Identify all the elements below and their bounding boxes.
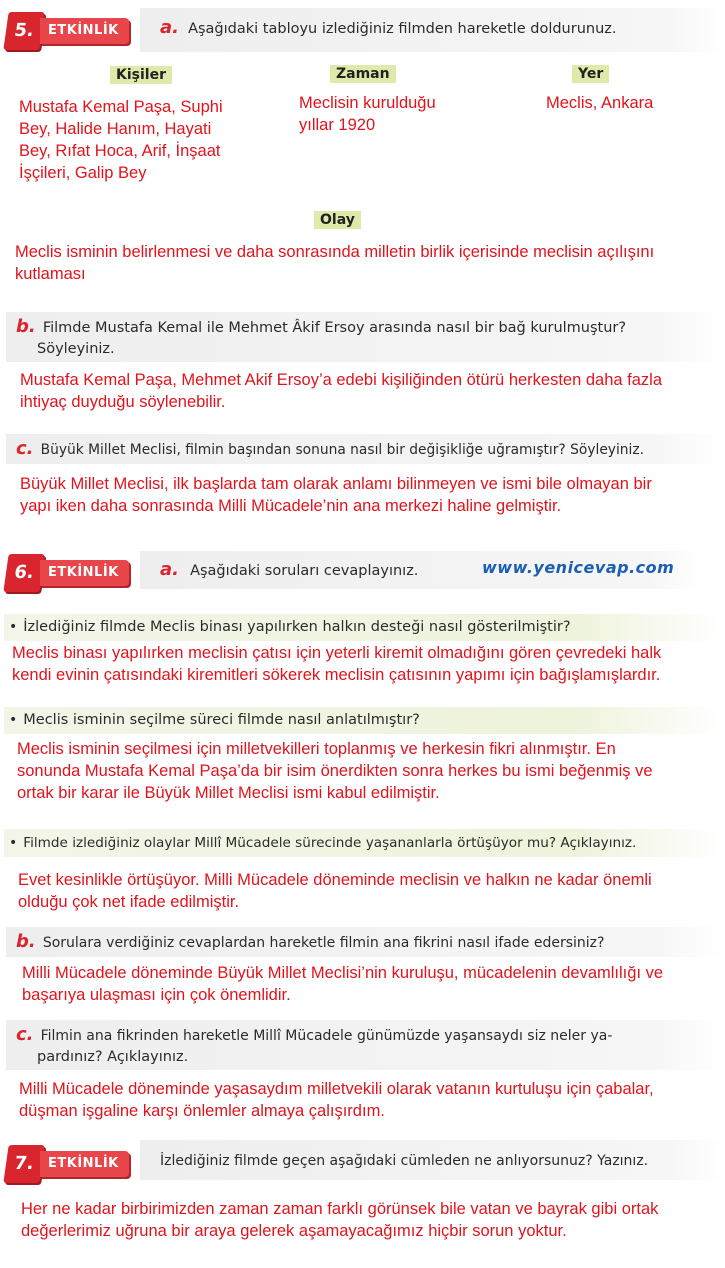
question-letter: a. (160, 17, 179, 38)
question-letter: c. (16, 438, 34, 459)
answer-line: Bey, Halide Hanım, Hayati (19, 120, 212, 138)
bullet: • (9, 619, 18, 635)
question-5a (160, 17, 617, 40)
question-text: İzlediğiniz filmde Meclis binası yapılırken halkın desteği nasıl gösterilmiştir? (23, 619, 571, 635)
question-6-3 (9, 833, 636, 854)
answer-6b (22, 962, 663, 1006)
activity-label: ETKİNLİK (40, 560, 129, 586)
answer-6-3 (18, 869, 652, 913)
activity-number: 6. (3, 554, 44, 592)
answer-line: Mustafa Kemal Paşa, Mehmet Akif Ersoy’a edebi kişiliğinden ötürü herkesten daha fazla (20, 371, 663, 389)
question-text-cont: Söyleyiniz. (37, 341, 115, 357)
header-olay: Olay (314, 211, 361, 229)
question-letter: c. (16, 1024, 34, 1045)
question-text: Aşağıdaki tabloyu izlediğiniz filmden hareketle doldurunuz. (188, 21, 617, 37)
answer-line: Meclisin kurulduğu (299, 94, 436, 112)
answer-line: Bey, Rıfat Hoca, Arif, İnşaat (19, 142, 221, 160)
activity-label: ETKİNLİK (40, 18, 129, 44)
answer-line: Milli Mücadele döneminde yaşasaydım milletvekili olarak vatanın kurtuluşu için çabalar, (19, 1080, 654, 1098)
question-letter: b. (16, 931, 36, 952)
answer-line: ihtiyaç duyduğu söylenebilir. (20, 393, 226, 411)
answer-7 (21, 1198, 658, 1242)
activity-number: 5. (3, 12, 44, 50)
answer-line: kutlaması (15, 265, 86, 283)
answer-line: Milli Mücadele döneminde Büyük Millet Meclisi’nin kuruluşu, mücadelenin devamlılığı ve (22, 964, 664, 982)
answer-6-1 (12, 642, 661, 686)
answer-line: Evet kesinlikle örtüşüyor. Milli Mücadele döneminde meclisin ve halkın ne kadar önemli (18, 871, 652, 889)
answer-line: Meclis isminin seçilmesi için milletvekilleri toplanmış ve herkesin fikri alınmıştır. En (17, 740, 616, 758)
activity-label: ETKİNLİK (40, 1151, 129, 1177)
question-text: Aşağıdaki soruları cevaplayınız. (190, 563, 419, 579)
header-yer: Yer (572, 65, 609, 83)
question-text: Sorulara verdiğiniz cevaplardan hareketle filmin ana fikrini nasıl ifade edersiniz? (42, 935, 605, 951)
answer-zaman (299, 92, 436, 136)
answer-5b (20, 369, 662, 413)
question-5c (16, 438, 644, 461)
question-6-1 (9, 617, 571, 638)
bullet: • (9, 712, 18, 728)
question-6a (160, 559, 418, 582)
question-text: Büyük Millet Meclisi, filmin başından sonuna nasıl bir değişikliğe uğramıştır? Söyleyiniz. (40, 442, 645, 458)
answer-line: düşman işgaline karşı önlemler almaya çalışırdım. (19, 1102, 385, 1120)
answer-line: sonunda Mustafa Kemal Paşa’da bir isim önerdikten sonra herkes bu ismi beğenmiş ve (17, 762, 653, 780)
answer-line: kendi evinin çatısındaki kiremitleri sökerek meclisin çatısının yapımı için bağışlamışlardır. (12, 666, 661, 684)
answer-line: Meclis isminin belirlenmesi ve daha sonrasında milletin birlik içerisinde meclisin açılışını (15, 243, 655, 261)
answer-line: yıllar 1920 (299, 116, 376, 134)
answer-line: ortak bir karar ile Büyük Millet Meclisi ismi kabul edilmiştir. (17, 784, 440, 802)
answer-olay (15, 241, 654, 285)
question-text: Meclis isminin seçilme süreci filmde nasıl anlatılmıştır? (23, 712, 420, 728)
question-text: Filmde Mustafa Kemal ile Mehmet Âkif Ersoy arasında nasıl bir bağ kurulmuştur? (42, 320, 627, 336)
question-text-cont: pardınız? Açıklayınız. (37, 1049, 189, 1065)
question-letter: a. (160, 559, 179, 580)
answer-line: değerlerimiz uğruna bir araya gelerek aşamayacağımız hiçbir sorun yoktur. (21, 1222, 567, 1240)
question-6c (16, 1024, 612, 1047)
question-6b (16, 931, 604, 954)
header-zaman: Zaman (330, 65, 396, 83)
answer-yer: Meclis, Ankara (546, 94, 654, 112)
header-kisiler: Kişiler (110, 66, 172, 84)
answer-line: olduğu çok net ifade edilmiştir. (18, 893, 240, 911)
answer-5c (20, 473, 652, 517)
question-5b (16, 316, 626, 339)
answer-6c (19, 1078, 654, 1122)
answer-line: Meclis binası yapılırken meclisin çatısı için yeterli kiremit olmadığını gören çevredeki halk (12, 644, 662, 662)
answer-line: Mustafa Kemal Paşa, Suphi (19, 98, 223, 116)
answer-6-2 (17, 738, 653, 804)
watermark-logo (482, 558, 674, 577)
answer-line: yapı iken daha sonrasında Milli Mücadele’nin ana merkezi haline gelmiştir. (20, 497, 562, 515)
question-letter: b. (16, 316, 36, 337)
answer-line: başarıya ulaşması için çok önemlidir. (22, 986, 291, 1004)
question-text: Filmde izlediğiniz olaylar Millî Mücadele sürecinde yaşananlarla örtüşüyor mu? Açıklayınız. (23, 835, 637, 851)
logo-text: www.yenicevap.com (482, 558, 675, 577)
question-6-2 (9, 710, 420, 731)
question-text: Filmin ana fikrinden hareketle Millî Mücadele günümüzde yaşansaydı siz neler ya- (40, 1028, 613, 1044)
answer-line: Her ne kadar birbirimizden zaman zaman farklı görünsek bile vatan ve bayrak gibi ortak (21, 1200, 659, 1218)
bullet: • (9, 835, 18, 851)
answer-kisiler (19, 96, 223, 184)
answer-line: Büyük Millet Meclisi, ilk başlarda tam olarak anlamı bilinmeyen ve ismi bile olmayan bir (20, 475, 652, 493)
question-7: İzlediğiniz filmde geçen aşağıdaki cümleden ne anlıyorsunuz? Yazınız. (160, 1153, 649, 1169)
answer-line: İşçileri, Galip Bey (19, 164, 147, 182)
activity-number: 7. (3, 1145, 44, 1183)
